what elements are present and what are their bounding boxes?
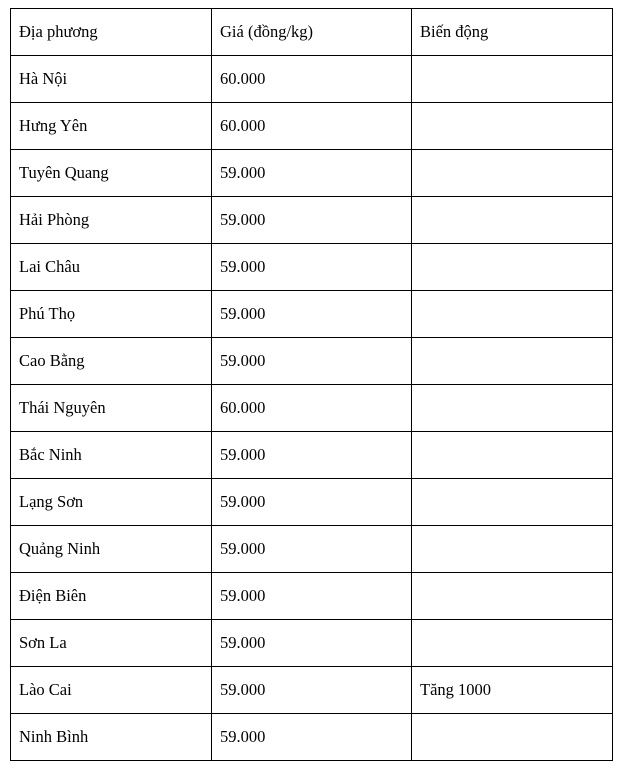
cell-location: Ninh Bình bbox=[11, 714, 212, 761]
cell-location: Hà Nội bbox=[11, 56, 212, 103]
table-row bbox=[11, 667, 613, 714]
cell-location: Tuyên Quang bbox=[11, 150, 212, 197]
cell-change bbox=[412, 620, 613, 667]
table-row bbox=[11, 56, 613, 103]
table-row bbox=[11, 385, 613, 432]
cell-location: Lai Châu bbox=[11, 244, 212, 291]
cell-change bbox=[412, 244, 613, 291]
cell-location: Lạng Sơn bbox=[11, 479, 212, 526]
table-row bbox=[11, 620, 613, 667]
cell-location: Sơn La bbox=[11, 620, 212, 667]
cell-price: 60.000 bbox=[212, 103, 412, 150]
header-location: Địa phương bbox=[11, 9, 212, 56]
cell-change bbox=[412, 103, 613, 150]
cell-location: Bắc Ninh bbox=[11, 432, 212, 479]
cell-price: 59.000 bbox=[212, 573, 412, 620]
cell-change bbox=[412, 291, 613, 338]
cell-location: Lào Cai bbox=[11, 667, 212, 714]
cell-price: 59.000 bbox=[212, 150, 412, 197]
cell-change bbox=[412, 526, 613, 573]
cell-price: 59.000 bbox=[212, 291, 412, 338]
cell-change bbox=[412, 714, 613, 761]
cell-price: 59.000 bbox=[212, 197, 412, 244]
cell-price: 59.000 bbox=[212, 432, 412, 479]
cell-price: 59.000 bbox=[212, 338, 412, 385]
table-row bbox=[11, 432, 613, 479]
cell-change bbox=[412, 150, 613, 197]
cell-price: 59.000 bbox=[212, 620, 412, 667]
cell-change bbox=[412, 385, 613, 432]
cell-location: Quảng Ninh bbox=[11, 526, 212, 573]
cell-price: 60.000 bbox=[212, 56, 412, 103]
cell-change bbox=[412, 197, 613, 244]
cell-location: Phú Thọ bbox=[11, 291, 212, 338]
table-row bbox=[11, 244, 613, 291]
table-row bbox=[11, 479, 613, 526]
cell-change bbox=[412, 56, 613, 103]
table-body bbox=[11, 56, 613, 761]
cell-location: Hưng Yên bbox=[11, 103, 212, 150]
cell-location: Điện Biên bbox=[11, 573, 212, 620]
header-price: Giá (đồng/kg) bbox=[212, 9, 412, 56]
table-row bbox=[11, 573, 613, 620]
table-row bbox=[11, 714, 613, 761]
cell-price: 59.000 bbox=[212, 667, 412, 714]
table-row bbox=[11, 338, 613, 385]
table-header-row bbox=[11, 9, 613, 56]
table-row bbox=[11, 103, 613, 150]
cell-price: 59.000 bbox=[212, 714, 412, 761]
cell-change bbox=[412, 479, 613, 526]
table-row bbox=[11, 150, 613, 197]
cell-location: Hải Phòng bbox=[11, 197, 212, 244]
price-table bbox=[10, 8, 613, 761]
cell-price: 59.000 bbox=[212, 526, 412, 573]
cell-change: Tăng 1000 bbox=[412, 667, 613, 714]
cell-change bbox=[412, 338, 613, 385]
cell-price: 60.000 bbox=[212, 385, 412, 432]
table-row bbox=[11, 197, 613, 244]
table-row bbox=[11, 526, 613, 573]
cell-location: Thái Nguyên bbox=[11, 385, 212, 432]
cell-change bbox=[412, 432, 613, 479]
cell-price: 59.000 bbox=[212, 479, 412, 526]
header-change: Biến động bbox=[412, 9, 613, 56]
cell-price: 59.000 bbox=[212, 244, 412, 291]
cell-location: Cao Bằng bbox=[11, 338, 212, 385]
table-row bbox=[11, 291, 613, 338]
cell-change bbox=[412, 573, 613, 620]
